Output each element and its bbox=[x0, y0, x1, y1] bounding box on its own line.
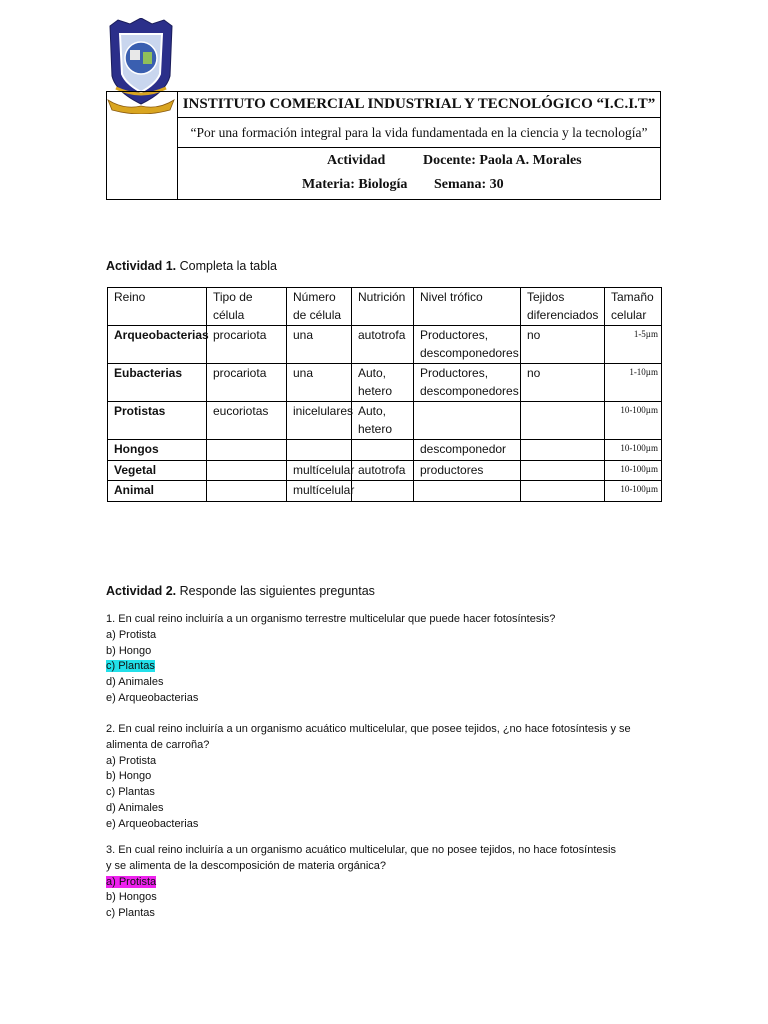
activity2-heading-bold: Actividad 2. bbox=[106, 584, 177, 598]
activity2-heading bbox=[106, 584, 375, 598]
option-b: b) Hongo bbox=[106, 770, 152, 783]
header-tejidos: Tejidos diferenciados bbox=[521, 288, 605, 326]
question-1 bbox=[106, 612, 666, 707]
option-c: c) Plantas bbox=[106, 786, 155, 799]
option-e: e) Arqueobacterias bbox=[106, 691, 199, 704]
header-tipo-celula: Tipo de célula bbox=[207, 288, 287, 326]
option-a: a) Protista bbox=[106, 754, 157, 767]
table-cell: no bbox=[521, 364, 605, 402]
table-cell: 10-100µm bbox=[605, 440, 662, 461]
table-cell: Vegetal bbox=[108, 460, 207, 481]
option-b: b) Hongo bbox=[106, 644, 152, 657]
activity2-heading-rest: Responde las siguientes preguntas bbox=[176, 584, 375, 598]
table-cell: 10-100µm bbox=[605, 460, 662, 481]
subject: Materia: Biología bbox=[302, 177, 408, 192]
table-cell bbox=[414, 481, 521, 502]
activity-label: Actividad bbox=[327, 153, 386, 168]
table-cell: multícelular bbox=[287, 460, 352, 481]
table-cell: autotrofa bbox=[352, 326, 414, 364]
question-2-text-line1: 2. En cual reino incluiría a un organismo acuático multicelular, que posee tejidos, ¿no hace fotosíntesis y se bbox=[106, 723, 631, 735]
table-cell: procariota bbox=[207, 326, 287, 364]
table-cell: una bbox=[287, 364, 352, 402]
header-reino: Reino bbox=[108, 288, 207, 326]
question-3-text-line1: 3. En cual reino incluiría a un organismo acuático multicelular, que no posee tejidos, no hace fotosíntesis bbox=[106, 844, 616, 856]
option-c-highlighted: c) Plantas bbox=[106, 660, 155, 673]
subject-week-line bbox=[178, 172, 660, 198]
table-cell: autotrofa bbox=[352, 460, 414, 481]
activity-teacher-line bbox=[178, 148, 660, 174]
institute-name: INSTITUTO COMERCIAL INDUSTRIAL Y TECNOLÓGICO “I.C.I.T” bbox=[178, 92, 660, 118]
question-2 bbox=[106, 722, 666, 833]
table-cell: Animal bbox=[108, 481, 207, 502]
table-cell: no bbox=[521, 326, 605, 364]
header-tamano: Tamaño celular bbox=[605, 288, 662, 326]
table-cell bbox=[521, 481, 605, 502]
table-row bbox=[108, 460, 662, 481]
question-3-text-line2: y se alimenta de la descomposición de materia orgánica? bbox=[106, 859, 387, 872]
table-cell: Protistas bbox=[108, 402, 207, 440]
table-cell: productores bbox=[414, 460, 521, 481]
table-cell: Arqueobacterias bbox=[108, 326, 207, 364]
option-d: d) Animales bbox=[106, 801, 164, 814]
table-cell: procariota bbox=[207, 364, 287, 402]
table-row bbox=[108, 364, 662, 402]
institute-motto: “Por una formación integral para la vida fundamentada en la ciencia y la tecnología” bbox=[178, 118, 660, 148]
question-1-text: 1. En cual reino incluiría a un organismo terrestre multicelular que puede hacer fotosíntesis? bbox=[106, 613, 556, 625]
header-numero-celula: Número de célula bbox=[287, 288, 352, 326]
table-cell: multícelular bbox=[287, 481, 352, 502]
table-cell: 10-100µm bbox=[605, 481, 662, 502]
question-2-text-line2: alimenta de carroña? bbox=[106, 738, 210, 751]
table-cell: Hongos bbox=[108, 440, 207, 461]
table-cell bbox=[287, 440, 352, 461]
table-row bbox=[108, 481, 662, 502]
table-cell bbox=[352, 440, 414, 461]
table-row bbox=[108, 326, 662, 364]
table-cell bbox=[521, 440, 605, 461]
table-row bbox=[108, 402, 662, 440]
teacher-name: Docente: Paola A. Morales bbox=[423, 153, 582, 168]
activity1-heading-rest: Completa la tabla bbox=[176, 259, 277, 273]
activity1-heading bbox=[106, 259, 277, 273]
kingdoms-table bbox=[107, 287, 662, 502]
table-cell: eucoriotas bbox=[207, 402, 287, 440]
table-cell bbox=[521, 402, 605, 440]
table-cell: 1-10µm bbox=[605, 364, 662, 402]
table-cell: Productores, descomponedores bbox=[414, 326, 521, 364]
table-cell: Auto, hetero bbox=[352, 364, 414, 402]
table-cell bbox=[207, 440, 287, 461]
option-e: e) Arqueobacterias bbox=[106, 817, 199, 830]
table-cell: Eubacterias bbox=[108, 364, 207, 402]
activity1-heading-bold: Actividad 1. bbox=[106, 259, 177, 273]
option-b: b) Hongos bbox=[106, 891, 157, 904]
option-a-highlighted: a) Protista bbox=[106, 875, 157, 888]
table-row bbox=[108, 440, 662, 461]
table-cell: Productores, descomponedores bbox=[414, 364, 521, 402]
table-cell: 1-5µm bbox=[605, 326, 662, 364]
table-cell bbox=[207, 460, 287, 481]
option-d: d) Animales bbox=[106, 676, 164, 689]
header-nivel-trofico: Nivel trófico bbox=[414, 288, 521, 326]
option-a: a) Protista bbox=[106, 628, 157, 641]
table-cell bbox=[207, 481, 287, 502]
header-nutricion: Nutrición bbox=[352, 288, 414, 326]
table-cell: una bbox=[287, 326, 352, 364]
table-cell bbox=[352, 481, 414, 502]
question-3 bbox=[106, 843, 666, 922]
table-header-row bbox=[108, 288, 662, 326]
week: Semana: 30 bbox=[434, 177, 504, 192]
header-box bbox=[106, 91, 661, 200]
table-cell: Auto, hetero bbox=[352, 402, 414, 440]
table-cell bbox=[414, 402, 521, 440]
table-cell bbox=[521, 460, 605, 481]
table-cell: 10-100µm bbox=[605, 402, 662, 440]
option-c: c) Plantas bbox=[106, 907, 155, 920]
table-cell: descomponedor bbox=[414, 440, 521, 461]
table-cell: inicelulares bbox=[287, 402, 352, 440]
